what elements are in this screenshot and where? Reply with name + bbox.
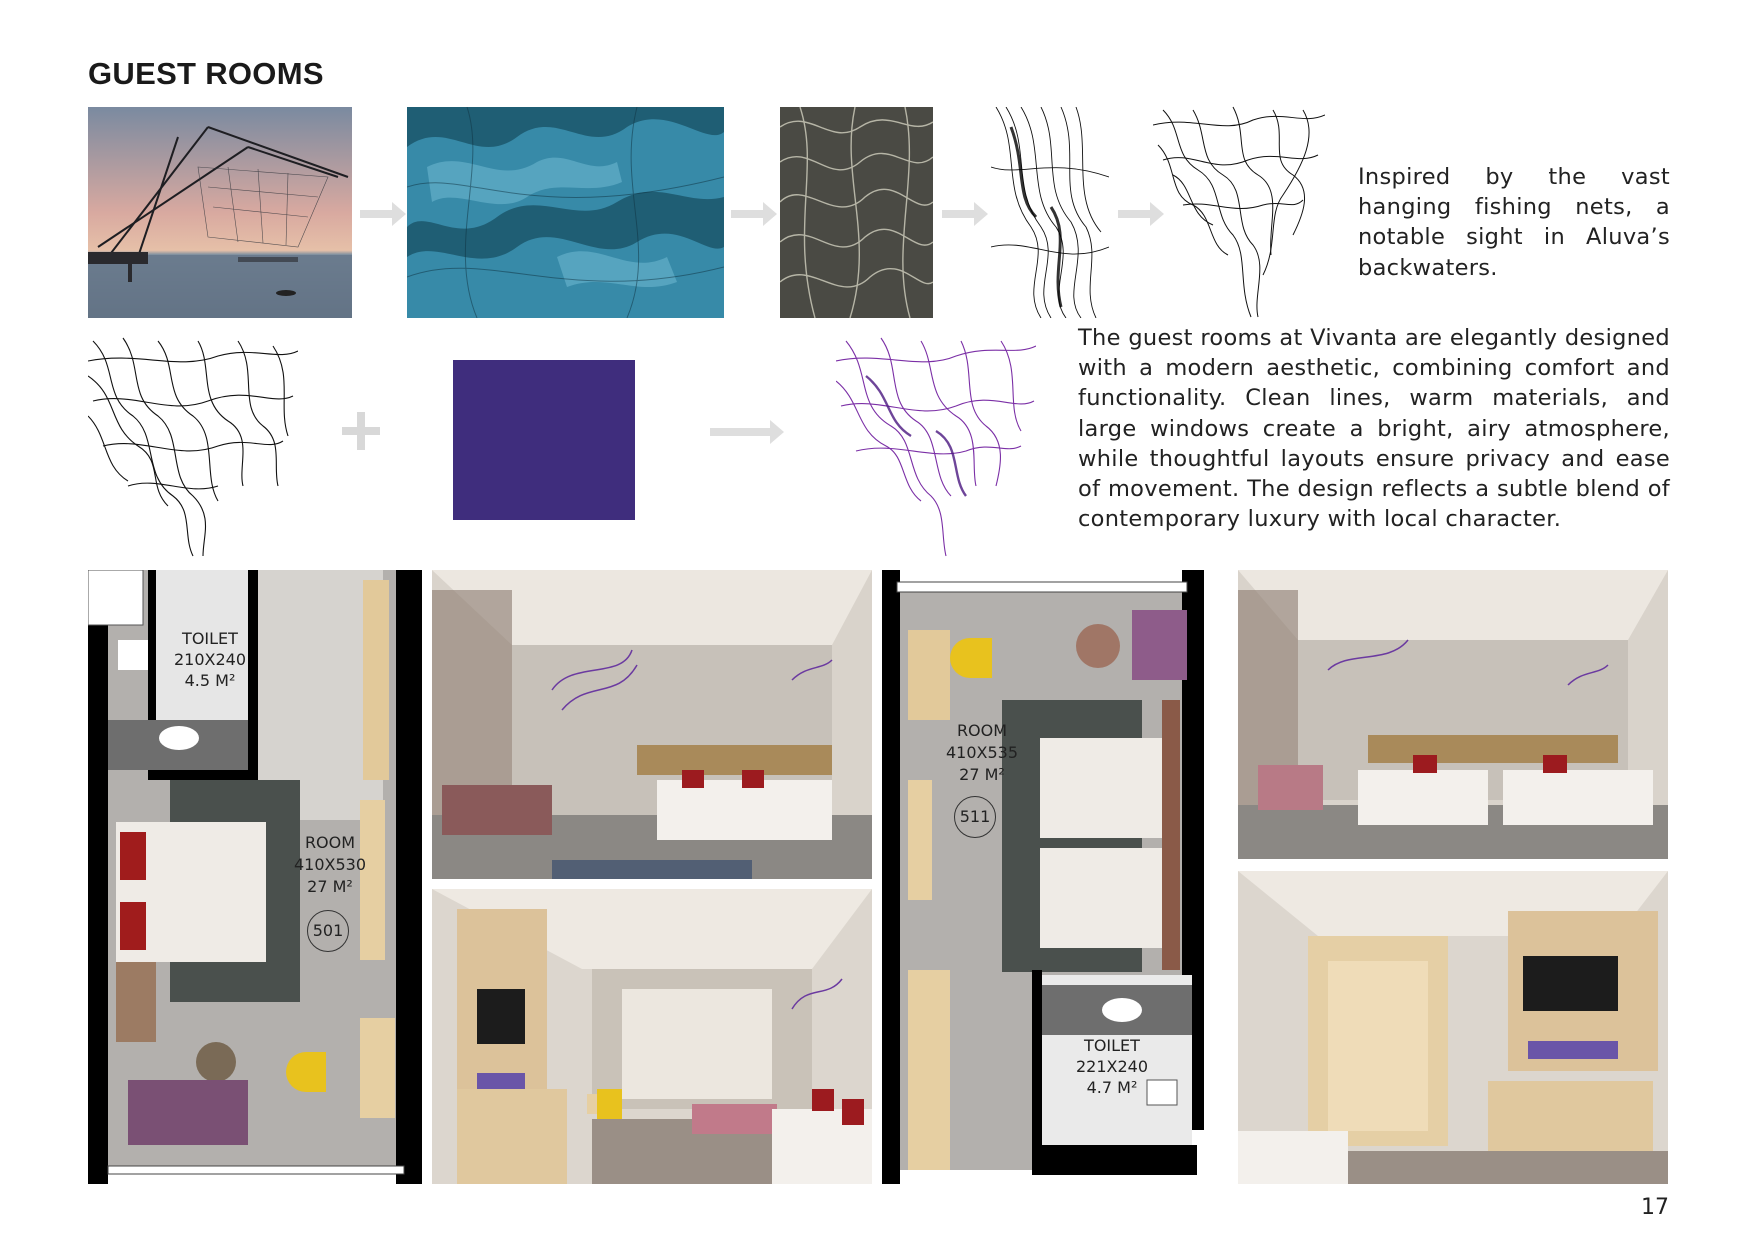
intro-paragraph: Inspired by the vast hanging fishing nets, a notable sight in Aluva’s backwaters. xyxy=(1358,164,1670,281)
render-double-room-tv xyxy=(432,889,872,1184)
purple-net-sketch xyxy=(836,336,1036,558)
page-title: GUEST ROOMS xyxy=(88,56,324,91)
net-sketch-large xyxy=(88,336,298,558)
plus-icon-stem xyxy=(357,412,365,450)
net-sketch-form xyxy=(1153,105,1325,320)
toilet-label-group xyxy=(170,628,250,691)
room-number: 511 xyxy=(954,796,996,838)
toilet-size: 221X240 xyxy=(1075,1057,1149,1076)
room-label: ROOM xyxy=(304,833,356,852)
toilet-size: 210X240 xyxy=(173,650,247,669)
render-twin-room xyxy=(1238,570,1668,859)
floor-plan-room-501 xyxy=(88,570,422,1184)
page-number: 17 xyxy=(1641,1195,1669,1220)
room-label-group xyxy=(942,720,1022,786)
toilet-area: 4.7 M² xyxy=(1086,1078,1138,1097)
toilet-label: TOILET xyxy=(182,629,238,648)
right-arrow-icon xyxy=(360,210,396,218)
right-arrow-icon xyxy=(942,210,978,218)
room-label-group xyxy=(290,832,370,898)
right-arrow-icon xyxy=(710,428,774,436)
room-area: 27 M² xyxy=(307,877,353,896)
floor-plan-room-511 xyxy=(882,570,1228,1184)
right-arrow-icon xyxy=(731,210,767,218)
room-label: ROOM xyxy=(956,721,1008,740)
description-paragraph: The guest rooms at Vivanta are elegantly designed with a modern aesthetic, combining comfort and functionality. Clean lines, warm materials, and large windows create a bright, airy atmosphere, while thoughtful layouts ensure privacy and ease of movement. The design reflects a subtle blend of contemporary luxury with local character. xyxy=(1078,325,1670,533)
right-arrow-icon xyxy=(1118,210,1154,218)
toilet-label: TOILET xyxy=(1084,1036,1140,1055)
render-double-room xyxy=(432,570,872,879)
room-size: 410X530 xyxy=(293,855,367,874)
room-size: 410X535 xyxy=(945,743,1019,762)
toilet-area: 4.5 M² xyxy=(184,671,236,690)
room-number: 501 xyxy=(307,910,349,952)
toilet-label-group xyxy=(1072,1035,1152,1098)
gray-net-photo xyxy=(780,107,933,318)
room-area: 27 M² xyxy=(959,765,1005,784)
blue-net-photo xyxy=(407,107,724,318)
net-sketch-dense xyxy=(991,107,1109,318)
render-twin-room-tv xyxy=(1238,871,1668,1184)
fishing-net-photo xyxy=(88,107,352,318)
purple-color-swatch xyxy=(453,360,635,520)
